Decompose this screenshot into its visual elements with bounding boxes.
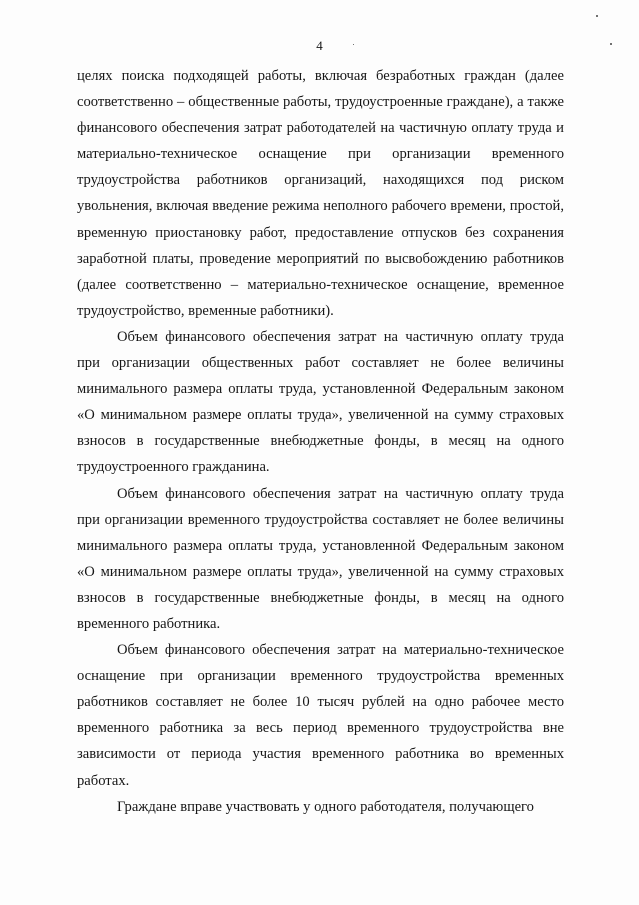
paragraph-equipment-funding: Объем финансового обеспечения затрат на материально-техническое оснащение при организации временного трудоустройства временных работников составляет не более 10 тысяч рублей на одно рабочее место временного работника за весь период временного трудоустройства вне зависимости от периода участия временного работника во временных работах. bbox=[77, 642, 564, 789]
paragraph-citizens-participation: Граждане вправе участвовать у одного работодателя, получающего bbox=[117, 798, 534, 815]
scan-speck bbox=[353, 44, 354, 45]
document-body bbox=[77, 63, 564, 820]
scan-speck bbox=[596, 15, 598, 17]
scan-speck bbox=[610, 43, 612, 45]
paragraph-public-works-funding: Объем финансового обеспечения затрат на частичную оплату труда при организации общественных работ составляет не более величины минимального размера оплаты труда, установленной Федеральным законом «О минимальном размере оплаты труда», увеличенной на сумму страховых взносов в государственные внебюджетные фонды, в месяц на одного трудоустроенного гражданина. bbox=[77, 328, 564, 476]
page-number: 4 bbox=[316, 38, 323, 53]
paragraph-continuation: целях поиска подходящей работы, включая безработных граждан (далее соответственно – общественные работы, трудоустроенные граждане), а также финансового обеспечения затрат работодателей на частичную оплату труда и материально-техническое оснащение при организации временного трудоустройства работников организаций, находящихся под риском увольнения, включая введение режима неполного рабочего времени, простой, временную приостановку работ, предоставление отпусков без сохранения заработной платы, проведение мероприятий по высвобождению работников (далее соответственно – материально-техническое оснащение, временное трудоустройство, временные работники). bbox=[77, 68, 564, 319]
paragraph-temporary-employment-funding: Объем финансового обеспечения затрат на частичную оплату труда при организации временного трудоустройства составляет не более величины минимального размера оплаты труда, установленной Федеральным законом «О минимальном размере оплаты труда», увеличенной на сумму страховых взносов в государственные внебюджетные фонды, в месяц на одного временного работника. bbox=[77, 485, 564, 632]
